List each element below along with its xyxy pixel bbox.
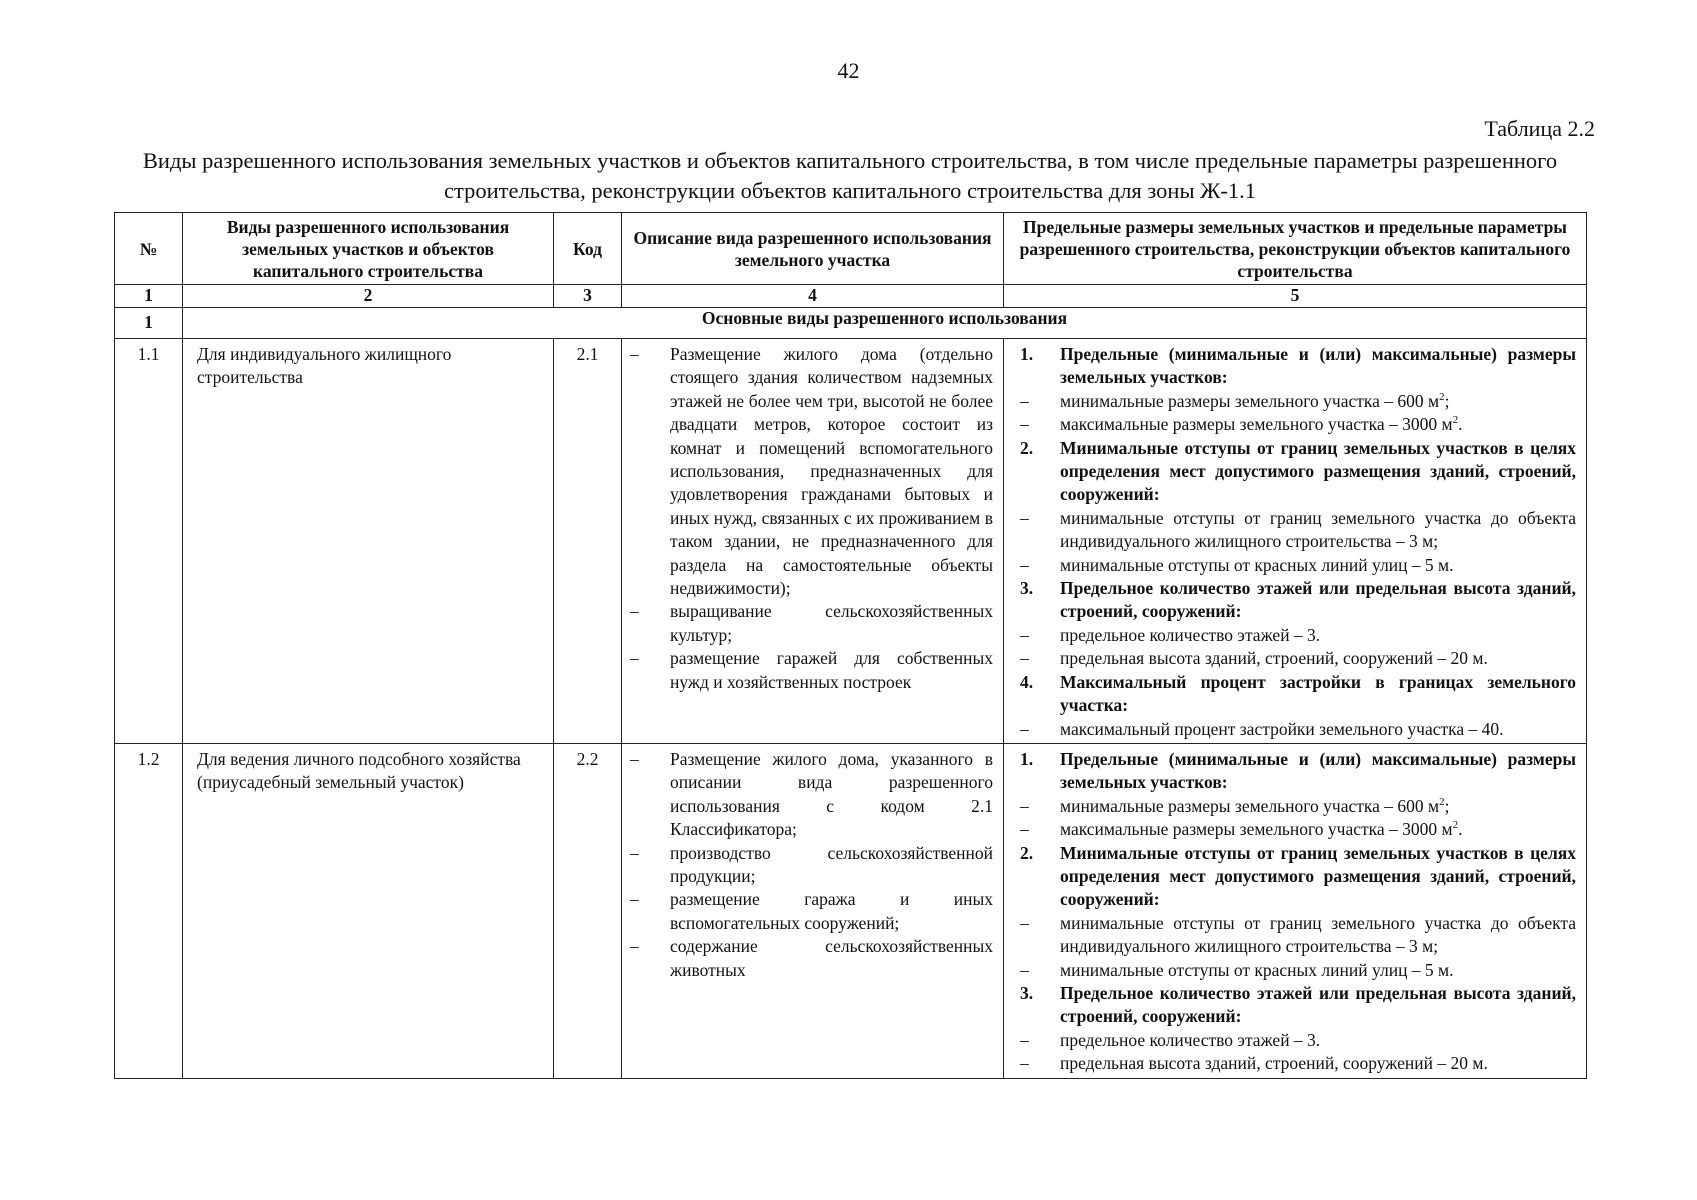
- parameters: [1004, 339, 1587, 744]
- section-number: 1: [115, 308, 183, 339]
- section-title: Основные виды разрешенного использования: [183, 308, 1587, 339]
- parameter-item: [1020, 912, 1576, 959]
- header-desc: Описание вида разрешенного использования земельного участка: [622, 213, 1004, 285]
- description-text: производство сельскохозяйственной продукции;: [670, 842, 993, 886]
- zoning-table: [114, 212, 1587, 1079]
- table-row: [115, 339, 1587, 744]
- description-item: [630, 647, 993, 694]
- description-text: выращивание сельскохозяйственных культур;: [670, 601, 993, 645]
- parameter-text: минимальные отступы от красных линий улиц – 5 м.: [1060, 959, 1454, 980]
- dash-marker: –: [1020, 507, 1029, 528]
- parameter-item: [1020, 390, 1576, 413]
- parameter-heading-text: Предельные (минимальные и (или) максимальные) размеры земельных участков:: [1060, 748, 1576, 793]
- header-row: [115, 213, 1587, 285]
- dash-marker: –: [1020, 819, 1029, 840]
- parameter-heading-text: Предельные (минимальные и (или) максимальные) размеры земельных участков:: [1060, 344, 1576, 388]
- dash-marker: –: [1020, 414, 1029, 435]
- parameter-item: [1020, 413, 1576, 436]
- parameter-heading: [1020, 671, 1576, 718]
- parameter-heading: [1020, 437, 1576, 507]
- parameter-item: [1020, 1052, 1576, 1075]
- header-code: Код: [554, 213, 622, 285]
- row-number: 1.2: [115, 743, 183, 1078]
- header-params: Предельные размеры земельных участков и предельные параметры разрешенного строительства, реконструкции объектов капитального строительства: [1004, 213, 1587, 285]
- section-row: [115, 308, 1587, 339]
- use-type: Для ведения личного подсобного хозяйства (приусадебный земельный участок): [183, 743, 554, 1078]
- description-item: [630, 842, 993, 889]
- parameter-text: предельная высота зданий, строений, сооружений – 20 м.: [1060, 648, 1488, 669]
- table-row: [115, 743, 1587, 1078]
- parameter-heading: [1020, 982, 1576, 1029]
- dash-marker: –: [630, 748, 639, 769]
- description-text: содержание сельскохозяйственных животных: [670, 936, 993, 980]
- table-caption: Виды разрешенного использования земельных участков и объектов капитального строительства, в том числе предельные параметры разрешенного строительства, реконструкции объектов капитального строительства для зоны Ж-1.1: [142, 148, 1558, 203]
- use-code: 2.2: [554, 743, 622, 1078]
- parameter-text: предельное количество этажей – 3.: [1060, 624, 1321, 645]
- dash-marker: –: [1020, 795, 1029, 816]
- dash-marker: –: [1020, 390, 1029, 411]
- parameter-number: 1.: [1020, 344, 1034, 364]
- parameter-text: минимальные отступы от границ земельного участка до объекта индивидуального жилищного строительства – 3 м;: [1060, 507, 1576, 552]
- parameter-heading: [1020, 577, 1576, 624]
- dash-marker: –: [1020, 1053, 1029, 1074]
- description-text: размещение гаража и иных вспомогательных сооружений;: [670, 889, 993, 933]
- description-text: Размещение жилого дома (отдельно стоящего здания количеством надземных этажей не более чем три, высотой не более двадцати метров, которое состоит из комнат и помещений вспомогательного использования, предназначенных для удовлетворения гражданами бытовых и иных нужд, связанных с их проживанием в таком здании, не предназначенного для раздела на самостоятельные объекты недвижимости);: [670, 344, 993, 599]
- parameter-text: минимальные размеры земельного участка – 600 $м^2$;: [1060, 795, 1450, 816]
- description-text: размещение гаражей для собственных нужд и хозяйственных построек: [670, 648, 993, 692]
- dash-marker: –: [1020, 554, 1029, 575]
- description-item: [630, 343, 993, 600]
- superscript: 2: [1439, 795, 1445, 808]
- description-item: [630, 888, 993, 935]
- parameter-item: [1020, 507, 1576, 554]
- column-number-row: [115, 285, 1587, 308]
- parameter-item: [1020, 647, 1576, 670]
- page-number: 42: [837, 58, 860, 83]
- parameter-text: минимальные отступы от границ земельного участка до объекта индивидуального жилищного строительства – 3 м;: [1060, 912, 1576, 957]
- dash-marker: –: [630, 601, 639, 622]
- superscript: 2: [1452, 414, 1459, 427]
- dash-marker: –: [1020, 624, 1029, 645]
- use-code: 2.1: [554, 339, 622, 744]
- parameter-number: 3.: [1020, 578, 1034, 599]
- parameter-text: минимальные размеры земельного участка – 600 $м^2$;: [1060, 390, 1450, 411]
- superscript: 2: [1439, 390, 1445, 403]
- column-number: 1: [115, 285, 183, 308]
- parameter-text: предельная высота зданий, строений, сооружений – 20 м.: [1060, 1053, 1488, 1074]
- use-description: [622, 339, 1004, 744]
- parameters: [1004, 743, 1587, 1078]
- column-number: 5: [1004, 285, 1587, 308]
- use-description: [622, 743, 1004, 1078]
- dash-marker: –: [1020, 1029, 1029, 1050]
- parameter-heading-text: Предельное количество этажей или предельная высота зданий, строений, сооружений:: [1060, 982, 1576, 1027]
- dash-marker: –: [1020, 912, 1029, 933]
- parameter-item: [1020, 959, 1576, 982]
- parameter-heading: [1020, 748, 1576, 795]
- dash-marker: –: [630, 842, 639, 863]
- parameter-number: 2.: [1020, 842, 1034, 863]
- parameter-item: [1020, 1029, 1576, 1052]
- parameter-text: максимальные размеры земельного участка – 3000 $м^2$.: [1060, 819, 1463, 840]
- dash-marker: –: [630, 648, 639, 669]
- parameter-heading: [1020, 842, 1576, 912]
- row-number: 1.1: [115, 339, 183, 744]
- description-text: Размещение жилого дома, указанного в описании вида разрешенного использования с кодом 2.1 Классификатора;: [670, 748, 993, 840]
- dash-marker: –: [630, 936, 639, 957]
- dash-marker: –: [1020, 959, 1029, 980]
- parameter-text: минимальные отступы от красных линий улиц – 5 м.: [1060, 554, 1454, 575]
- parameter-heading-text: Минимальные отступы от границ земельных участков в целях определения мест допустимого размещения зданий, строений, сооружений:: [1060, 842, 1576, 910]
- parameter-number: 2.: [1020, 437, 1034, 458]
- parameter-text: предельное количество этажей – 3.: [1060, 1029, 1321, 1050]
- dash-marker: –: [1020, 648, 1029, 669]
- parameter-heading: [1020, 343, 1576, 390]
- column-number: 3: [554, 285, 622, 308]
- parameter-text: максимальные размеры земельного участка – 3000 $м^2$.: [1060, 414, 1463, 435]
- parameter-heading-text: Предельное количество этажей или предельная высота зданий, строений, сооружений:: [1060, 578, 1576, 622]
- parameter-number: 4.: [1020, 671, 1034, 692]
- parameter-item: [1020, 718, 1576, 741]
- description-item: [630, 748, 993, 842]
- parameter-heading-text: Минимальные отступы от границ земельных участков в целях определения мест допустимого размещения зданий, строений, сооружений:: [1060, 437, 1576, 505]
- description-item: [630, 600, 993, 647]
- dash-marker: –: [1020, 718, 1029, 739]
- header-use: Виды разрешенного использования земельных участков и объектов капитального строительства: [183, 213, 554, 285]
- column-number: 2: [183, 285, 554, 308]
- parameter-item: [1020, 818, 1576, 841]
- superscript: 2: [1452, 819, 1459, 832]
- column-number: 4: [622, 285, 1004, 308]
- use-type: Для индивидуального жилищного строительства: [183, 339, 554, 744]
- header-num: №: [115, 213, 183, 285]
- description-item: [630, 935, 993, 982]
- dash-marker: –: [630, 889, 639, 910]
- parameter-number: 1.: [1020, 748, 1034, 769]
- dash-marker: –: [630, 344, 639, 364]
- parameter-item: [1020, 554, 1576, 577]
- parameter-item: [1020, 624, 1576, 647]
- table-label: Таблица 2.2: [1484, 116, 1595, 141]
- parameter-number: 3.: [1020, 982, 1034, 1003]
- parameter-item: [1020, 795, 1576, 818]
- parameter-heading-text: Максимальный процент застройки в границах земельного участка:: [1060, 671, 1576, 716]
- parameter-text: максимальный процент застройки земельного участка – 40.: [1060, 718, 1504, 739]
